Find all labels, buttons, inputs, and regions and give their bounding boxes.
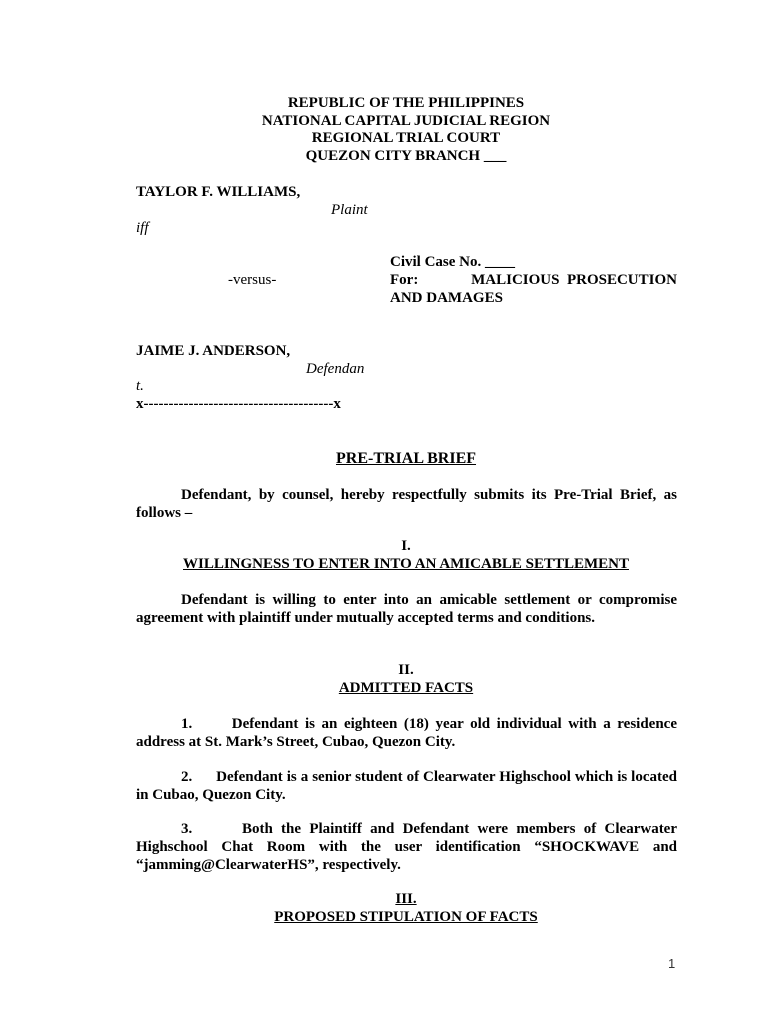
- admitted-fact-3-text: 3. Both the Plaintiff and Defendant were members of Clearwater Highschool Chat Room with the user identification “SHOCKWAVE and “jamming@ClearwaterHS”, respectively.: [136, 821, 677, 873]
- admitted-fact-3: [136, 820, 677, 874]
- header-republic: REPUBLIC OF THE PHILIPPINES: [287, 95, 525, 111]
- for-label: For:: [390, 272, 419, 288]
- intro-text: Defendant, by counsel, hereby respectfully submits its Pre-Trial Brief, as follows –: [136, 487, 677, 521]
- section-1-heading: WILLINGNESS TO ENTER INTO AN AMICABLE SETTLEMENT: [183, 556, 629, 572]
- case-nature-line2: AND DAMAGES: [390, 290, 503, 306]
- section-2-heading: ADMITTED FACTS: [338, 680, 474, 696]
- plaintiff-name: TAYLOR F. WILLIAMS,: [136, 184, 301, 200]
- defendant-label-part1: Defendan: [306, 361, 365, 377]
- defendant-name: JAIME J. ANDERSON,: [136, 343, 291, 359]
- case-nature-line1: MALICIOUS PROSECUTION: [471, 272, 677, 288]
- header-court: REGIONAL TRIAL COURT: [311, 130, 501, 146]
- intro-paragraph: [136, 486, 677, 522]
- header-branch: QUEZON CITY BRANCH ___: [305, 148, 507, 164]
- civil-case-number: Civil Case No. ____: [390, 254, 515, 270]
- section-1-body: [136, 591, 677, 627]
- page-number: 1: [668, 956, 676, 971]
- caption-separator: x--------------------------------------x: [136, 396, 341, 412]
- section-3-numeral: III.: [395, 891, 417, 907]
- admitted-fact-1-text: 1. Defendant is an eighteen (18) year old individual with a residence address at St. Mark’s Street, Cubao, Quezon City.: [136, 716, 677, 750]
- header-region: NATIONAL CAPITAL JUDICIAL REGION: [261, 113, 551, 129]
- section-1-text: Defendant is willing to enter into an amicable settlement or compromise agreement with plaintiff under mutually accepted terms and conditions.: [136, 592, 677, 626]
- section-2-numeral: II.: [398, 662, 414, 678]
- section-3-heading: PROPOSED STIPULATION OF FACTS: [274, 909, 538, 925]
- section-1-numeral: I.: [401, 538, 411, 554]
- admitted-fact-2-text: 2. Defendant is a senior student of Clearwater Highschool which is located in Cubao, Quezon City.: [136, 769, 677, 803]
- document-title: PRE-TRIAL BRIEF: [335, 450, 477, 467]
- defendant-label-part2: t.: [136, 378, 144, 394]
- plaintiff-label-part1: Plaint: [331, 202, 368, 218]
- admitted-fact-2: [136, 768, 677, 804]
- plaintiff-label-part2: iff: [136, 220, 149, 236]
- admitted-fact-1: [136, 715, 677, 751]
- versus-text: -versus-: [228, 272, 277, 288]
